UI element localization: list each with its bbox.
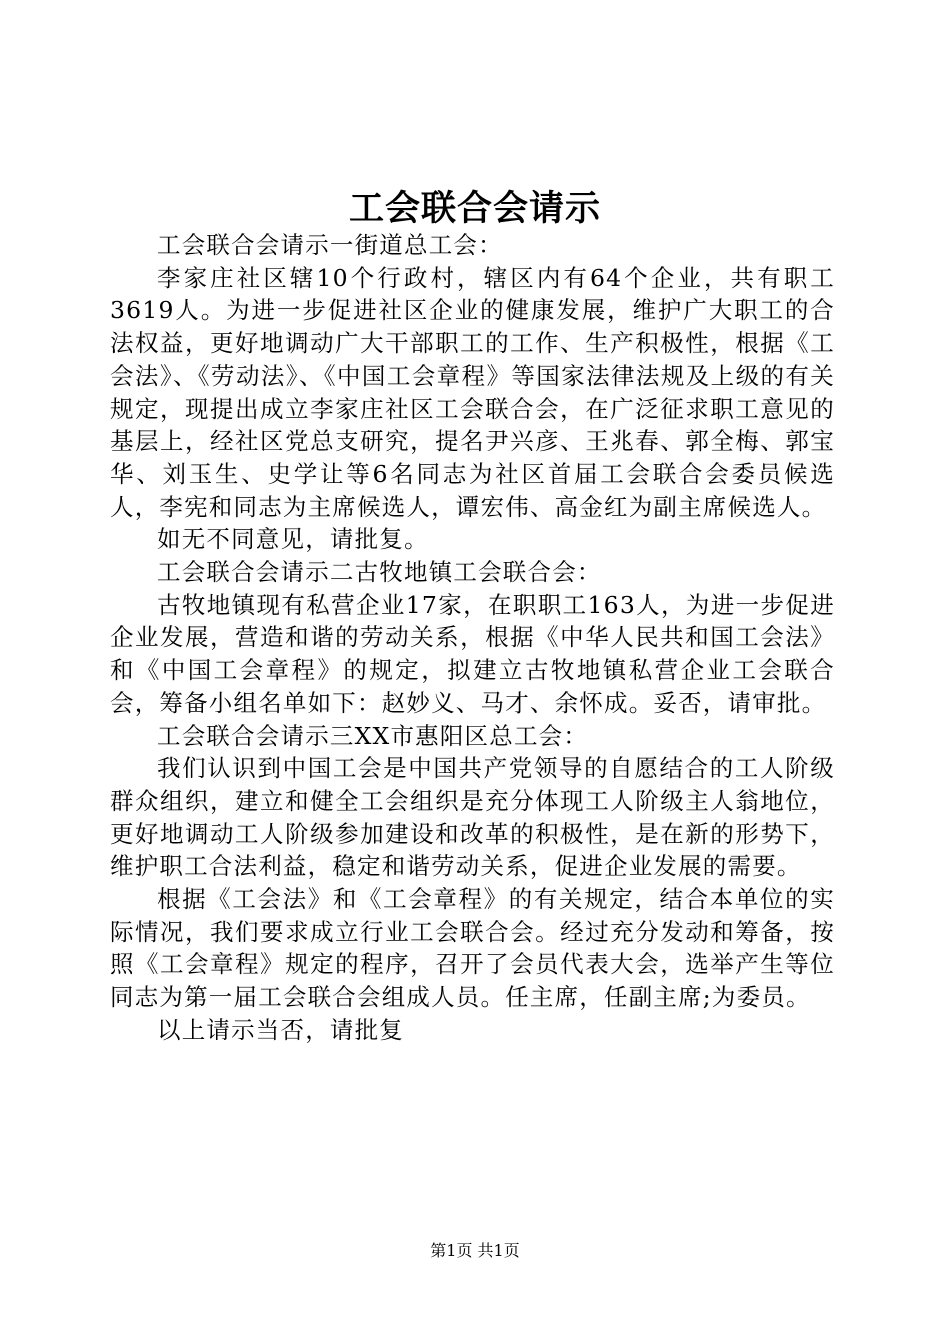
paragraph-1: 工会联合会请示一街道总工会： — [157, 231, 503, 259]
paragraph-2: 李家庄社区辖10个行政村，辖区内有64个企业，共有职工3619人。为进一步促进社区企业的健康发展，维护广大职工的合法权益，更好地调动广大干部职工的工作、生产积极性，根据《工会法》、《劳动法》、《中国工会章程》等国家法律法规及上级的有关规定，现提出成立李家庄社区工会联合会，在广泛征求职工意见的基层上，经社区党总支研究，提名尹兴彦、王兆春、郭全梅、郭宝华、刘玉生、史学让等6名同志为社区首届工会联合会委员候选人，李宪和同志为主席候选人，谭宏伟、高金红为副主席候选人。 — [110, 263, 835, 521]
paragraph-9: 以上请示当否，请批复 — [157, 1015, 404, 1044]
document-title: 工会联合会请示 — [348, 188, 601, 229]
paragraph-7: 我们认识到中国工会是中国共产党领导的自愿结合的工人阶级群众组织，建立和健全工会组织是充分体现工人阶级主人翁地位，更好地调动工人阶级参加建设和改革的积极性，是在新的形势下，维护职工合法利益，稳定和谐劳动关系，促进企业发展的需要。 — [110, 754, 835, 881]
paragraph-4: 工会联合会请示二古牧地镇工会联合会： — [157, 558, 602, 587]
page-footer: 第1页 共1页 — [430, 1241, 520, 1260]
paragraph-5: 古牧地镇现有私营企业17家，在职职工163人，为进一步促进企业发展，营造和谐的劳动关系，根据《中华人民共和国工会法》和《中国工会章程》的规定，拟建立古牧地镇私营企业工会联合会，筹备小组名单如下：赵妙义、马才、余怀成。妥否，请审批。 — [110, 590, 835, 717]
paragraph-8: 根据《工会法》和《工会章程》的有关规定，结合本单位的实际情况，我们要求成立行业工会联合会。经过充分发动和筹备，按照《工会章程》规定的程序，召开了会员代表大会，选举产生等位同志为第一届工会联合会组成人员。任主席，任副主席;为委员。 — [110, 885, 835, 1012]
paragraph-3: 如无不同意见，请批复。 — [157, 525, 429, 554]
document-body — [110, 229, 835, 1047]
paragraph-6: 工会联合会请示三XX市惠阳区总工会： — [157, 721, 589, 750]
